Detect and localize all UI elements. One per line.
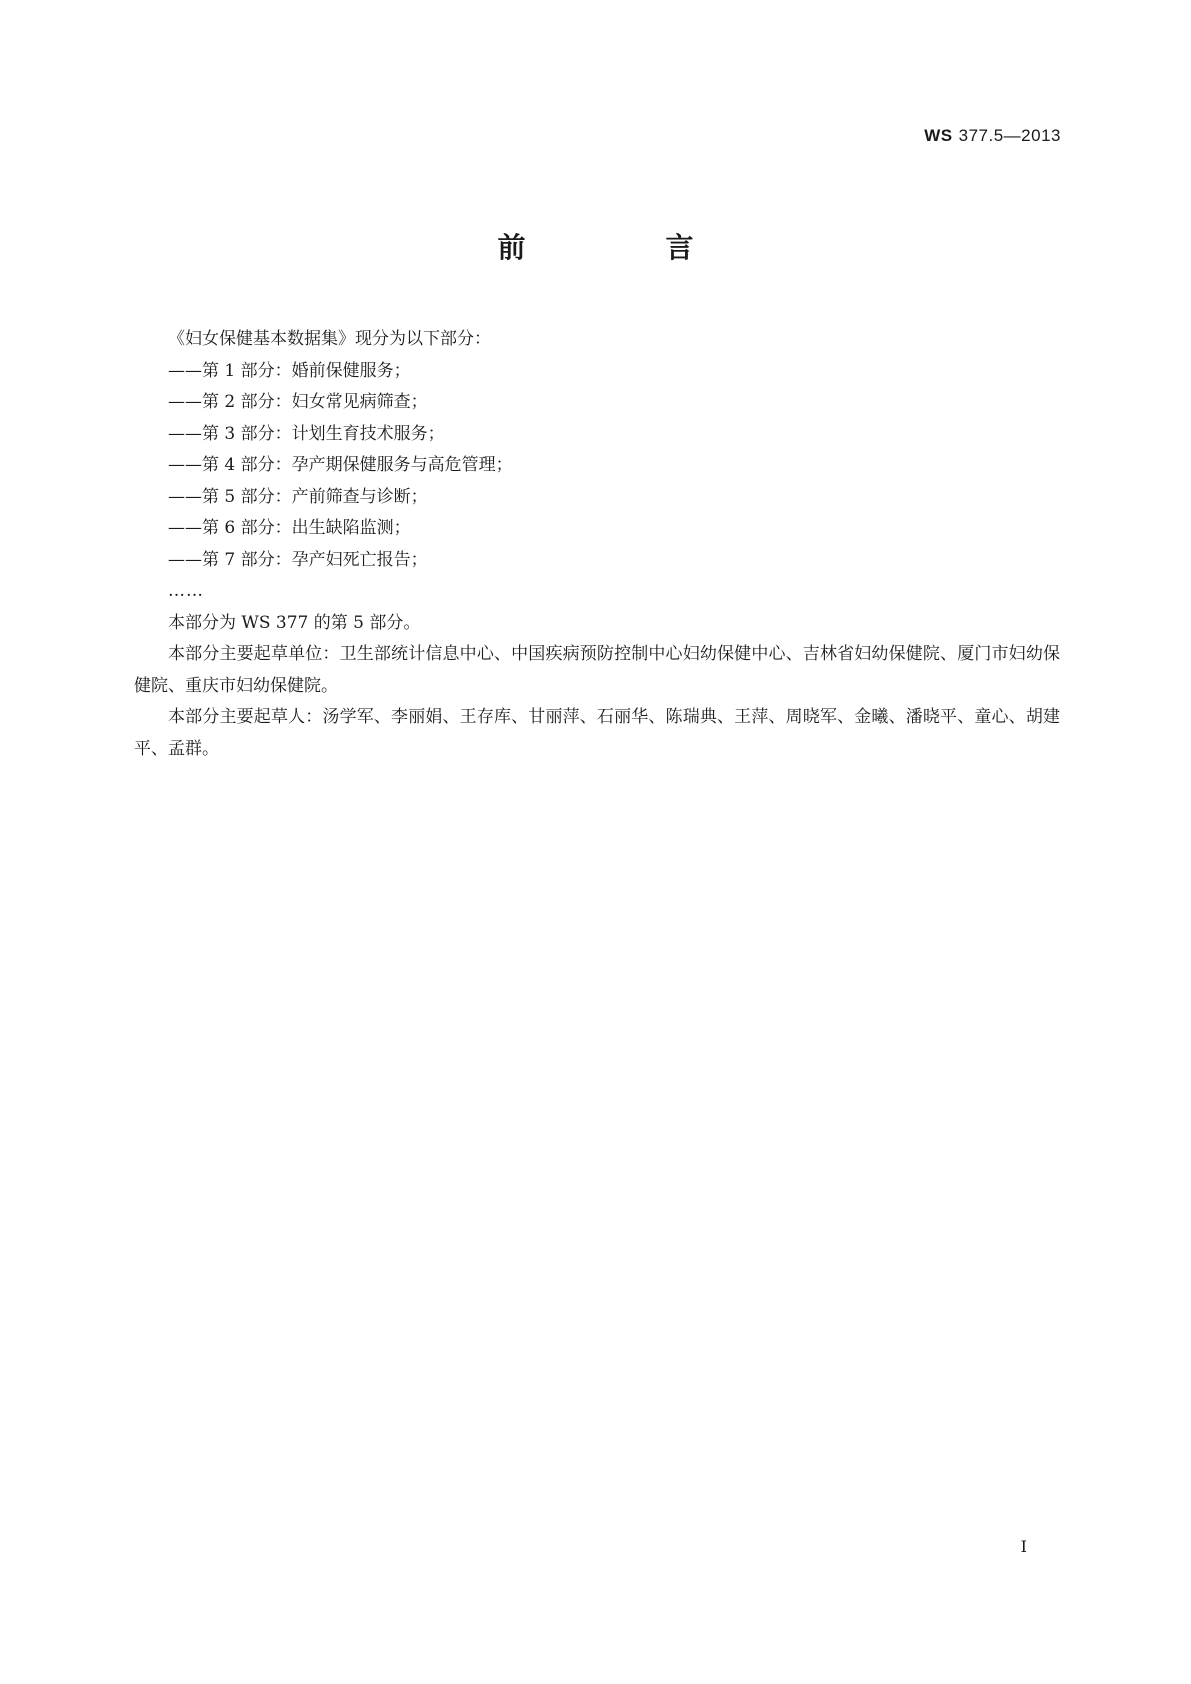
drafters-paragraph: 本部分主要起草人：汤学军、李丽娟、王存库、甘丽萍、石丽华、陈瑞典、王萍、周晓军、金曦、潘晓平、童心、胡建平、孟群。 xyxy=(134,707,1060,759)
part-list-item: ——第 4 部分：孕产期保健服务与高危管理； xyxy=(168,455,513,475)
part-list-item: ——第 3 部分：计划生育技术服务； xyxy=(168,423,445,444)
list-ellipsis: …… xyxy=(168,581,204,601)
document-code-prefix: WS xyxy=(924,126,953,145)
part-list-item: ——第 7 部分：孕产妇死亡报告； xyxy=(168,549,428,570)
document-code-number: 377.5—2013 xyxy=(958,126,1061,145)
page-number: I xyxy=(1020,1537,1027,1556)
foreword-body xyxy=(134,324,1060,765)
page-title: 前 言 xyxy=(497,231,750,264)
part-list-item: ——第 6 部分：出生缺陷监测； xyxy=(168,518,411,538)
document-code xyxy=(924,126,1061,146)
intro-paragraph: 《妇女保健基本数据集》现分为以下部分： xyxy=(168,329,491,349)
statement-paragraph: 本部分为 WS 377 的第 5 部分。 xyxy=(168,612,421,633)
part-list-item: ——第 2 部分：妇女常见病筛查； xyxy=(168,392,428,412)
part-list-item: ——第 1 部分：婚前保健服务； xyxy=(168,360,411,381)
part-list-item: ——第 5 部分：产前筛查与诊断； xyxy=(168,486,428,507)
drafting-units-paragraph: 本部分主要起草单位：卫生部统计信息中心、中国疾病预防控制中心妇幼保健中心、吉林省妇幼保健院、厦门市妇幼保健院、重庆市妇幼保健院。 xyxy=(134,644,1060,696)
